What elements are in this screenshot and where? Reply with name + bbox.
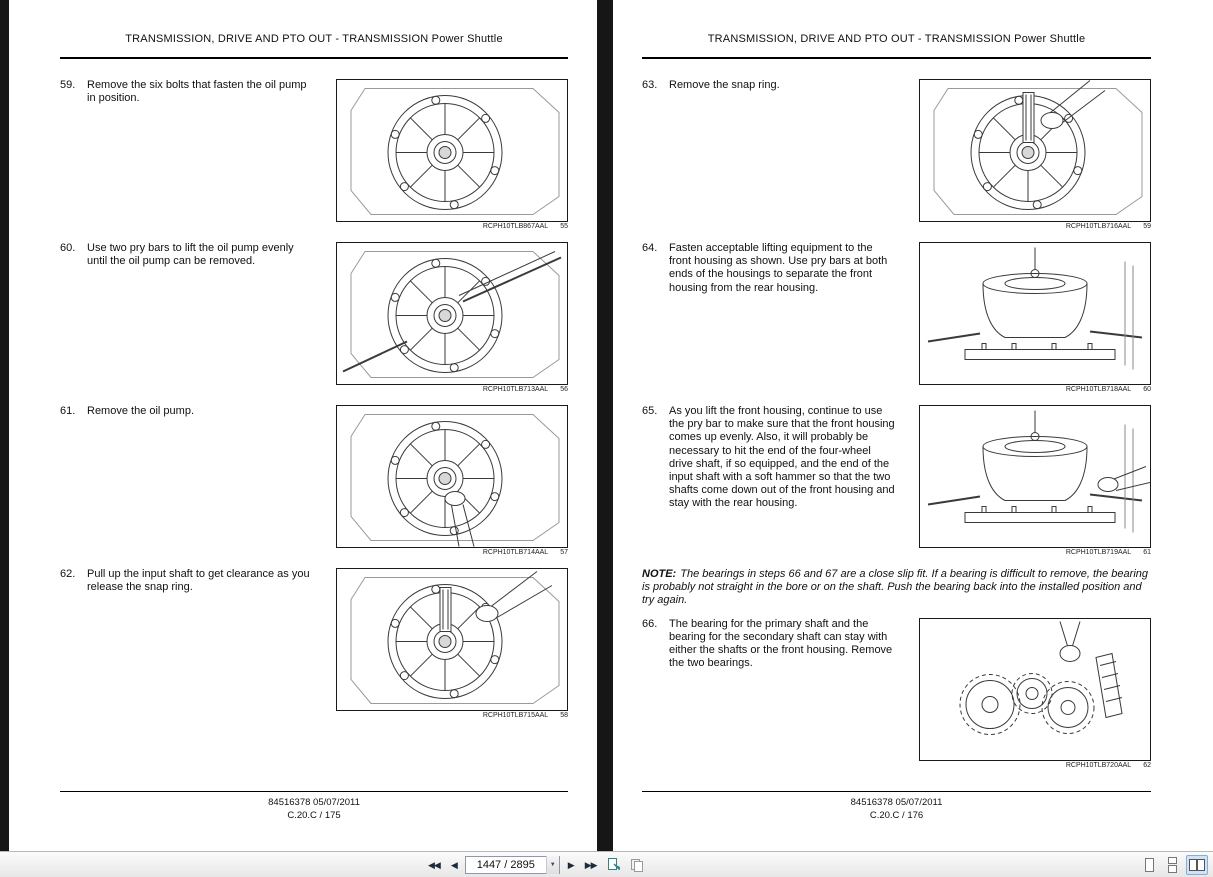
- figure-caption-number: 58: [560, 712, 568, 719]
- step-number: 64.: [642, 242, 658, 254]
- snapshot-icon: [606, 857, 622, 873]
- step-text: Remove the oil pump.: [87, 405, 194, 417]
- page-left: [9, 0, 597, 851]
- step-row: [60, 568, 568, 719]
- figure-image: [336, 568, 568, 711]
- step-row: [60, 79, 568, 230]
- step-text: Fasten acceptable lifting equipment to the front housing as shown. Use pry bars at both ends of the housings to separate the front housing from the rear housing.: [669, 242, 888, 294]
- page-number-input[interactable]: [466, 857, 546, 873]
- figure-caption-number: 57: [560, 549, 568, 556]
- page-footer: [642, 791, 1151, 821]
- figure-image: [919, 79, 1151, 222]
- snapshot-button[interactable]: [605, 855, 623, 875]
- figure-caption-code: RCPH10TLB716AAL: [1065, 223, 1132, 230]
- step-number: 60.: [60, 242, 76, 254]
- step-row: [642, 618, 1151, 769]
- figure: [919, 242, 1151, 393]
- figure-caption-number: 61: [1143, 549, 1151, 556]
- footer-rule: [642, 791, 1151, 792]
- last-page-icon: ▶▶: [584, 859, 597, 870]
- figure-caption: [336, 549, 568, 556]
- page-header: TRANSMISSION, DRIVE AND PTO OUT - TRANSMISSION Power Shuttle: [125, 33, 503, 45]
- step-text: Remove the snap ring.: [669, 79, 780, 91]
- step-text: Remove the six bolts that fasten the oil pump in position.: [87, 79, 307, 105]
- pry-bars-illustration: [337, 243, 567, 384]
- two-page-view-button[interactable]: [1186, 855, 1208, 875]
- step-row: [642, 405, 1151, 556]
- copy-page-button[interactable]: [628, 855, 646, 875]
- figure-caption-code: RCPH10TLB867AAL: [482, 223, 549, 230]
- figure-caption-code: RCPH10TLB715AAL: [482, 712, 549, 719]
- last-page-button[interactable]: [582, 859, 600, 872]
- figure-caption: [919, 549, 1151, 556]
- step-number: 65.: [642, 405, 658, 417]
- footer-doc-number: 84516378 05/07/2011: [268, 797, 360, 808]
- next-page-button[interactable]: [565, 859, 577, 872]
- oil-pump-bolts-illustration: [337, 80, 567, 221]
- step-text: Use two pry bars to lift the oil pump evenly until the oil pump can be removed.: [87, 242, 294, 268]
- step-row: [642, 242, 1151, 393]
- step-text: As you lift the front housing, continue to use the pry bar to make sure that the front housing comes up evenly. Also, it will probably be necessary to hit the end of the four-wheel drive shaft, if so equipped, and the end of the input shaft with a soft hammer so that the two shafts come down out of the front housing and stay with the rear housing.: [669, 405, 895, 510]
- figure-caption-code: RCPH10TLB718AAL: [1065, 386, 1132, 393]
- bearings-illustration: [920, 619, 1150, 760]
- view-mode-group: [1140, 852, 1208, 877]
- figure-caption-code: RCPH10TLB720AAL: [1065, 761, 1132, 769]
- footer-page-number: C.20.C / 176: [869, 810, 924, 821]
- figure: [336, 568, 568, 719]
- figure: [336, 79, 568, 230]
- figure: [336, 242, 568, 393]
- figure-caption-number: 55: [560, 223, 568, 230]
- step-number: 61.: [60, 405, 76, 417]
- page-dropdown-icon[interactable]: ▼: [546, 856, 559, 874]
- figure-caption: [919, 386, 1151, 393]
- header-rule: [60, 57, 568, 59]
- single-page-view-icon: [1142, 857, 1157, 873]
- step-number: 62.: [60, 568, 76, 580]
- step-text: Pull up the input shaft to get clearance as you release the snap ring.: [87, 568, 310, 594]
- figure-image: [336, 242, 568, 385]
- figure-image: [336, 405, 568, 548]
- next-page-icon: ▶: [567, 859, 574, 870]
- figure: [919, 79, 1151, 230]
- step-row: [60, 242, 568, 393]
- step-number: 59.: [60, 79, 76, 91]
- figure: [336, 405, 568, 556]
- figure: [919, 405, 1151, 556]
- figure-image: [919, 618, 1151, 761]
- footer-doc-number: 84516378 05/07/2011: [850, 797, 943, 808]
- figure-caption: [336, 712, 568, 719]
- snap-ring-illustration: [920, 80, 1150, 221]
- footer-page-number: C.20.C / 175: [287, 810, 341, 821]
- figure-image: [336, 79, 568, 222]
- two-page-view-icon: [1188, 857, 1206, 873]
- page-header: TRANSMISSION, DRIVE AND PTO OUT - TRANSMISSION Power Shuttle: [707, 33, 1086, 45]
- figure-caption-code: RCPH10TLB719AAL: [1065, 549, 1132, 556]
- figure-caption-number: 62: [1143, 761, 1151, 769]
- lifting-equipment-illustration: [920, 243, 1150, 384]
- figure-image: [919, 242, 1151, 385]
- first-page-button[interactable]: [425, 859, 443, 872]
- single-page-view-button[interactable]: [1140, 855, 1159, 875]
- pdf-toolbar: [0, 851, 1213, 877]
- note-text: The bearings in steps 66 and 67 are a close slip fit. If a bearing is difficult to remove, the bearing is probably not straight in the bore or on the shaft. Push the bearing back into the installed position and try again.: [642, 568, 1148, 607]
- step-number: 63.: [642, 79, 658, 91]
- step-row: [642, 79, 1151, 230]
- step-text: The bearing for the primary shaft and the bearing for the secondary shaft can stay with either the shafts or the front housing. Remove the two bearings.: [669, 617, 893, 670]
- note-label: NOTE:: [642, 568, 677, 580]
- previous-page-button[interactable]: [448, 859, 460, 872]
- figure: [919, 618, 1151, 769]
- page-number-field[interactable]: [465, 856, 560, 874]
- header-rule: [642, 57, 1151, 59]
- figure-caption-number: 60: [1143, 386, 1151, 393]
- remove-oil-pump-illustration: [337, 406, 567, 547]
- previous-page-icon: ◀: [450, 859, 457, 870]
- step-number: 66.: [642, 617, 658, 630]
- figure-caption: [919, 762, 1151, 769]
- figure-caption-number: 56: [560, 386, 568, 393]
- input-shaft-illustration: [337, 569, 567, 710]
- figure-caption: [919, 223, 1151, 230]
- page-gutter: [597, 0, 613, 851]
- page-right: [613, 0, 1213, 851]
- figure-caption: [336, 223, 568, 230]
- copy-page-icon: [629, 857, 645, 873]
- page-edge-left: [0, 0, 9, 851]
- lift-front-housing-illustration: [920, 406, 1150, 547]
- page-footer: [60, 791, 568, 821]
- figure-caption-code: RCPH10TLB713AAL: [482, 386, 549, 393]
- figure-image: [919, 405, 1151, 548]
- step-row: [60, 405, 568, 556]
- first-page-icon: ◀◀: [428, 859, 440, 870]
- note: [642, 568, 1151, 608]
- continuous-view-button[interactable]: [1163, 855, 1182, 875]
- figure-caption: [336, 386, 568, 393]
- footer-rule: [60, 791, 568, 792]
- page-navigation: [425, 852, 646, 877]
- figure-caption-number: 59: [1143, 223, 1151, 230]
- figure-caption-code: RCPH10TLB714AAL: [482, 549, 549, 556]
- continuous-view-icon: [1165, 857, 1180, 873]
